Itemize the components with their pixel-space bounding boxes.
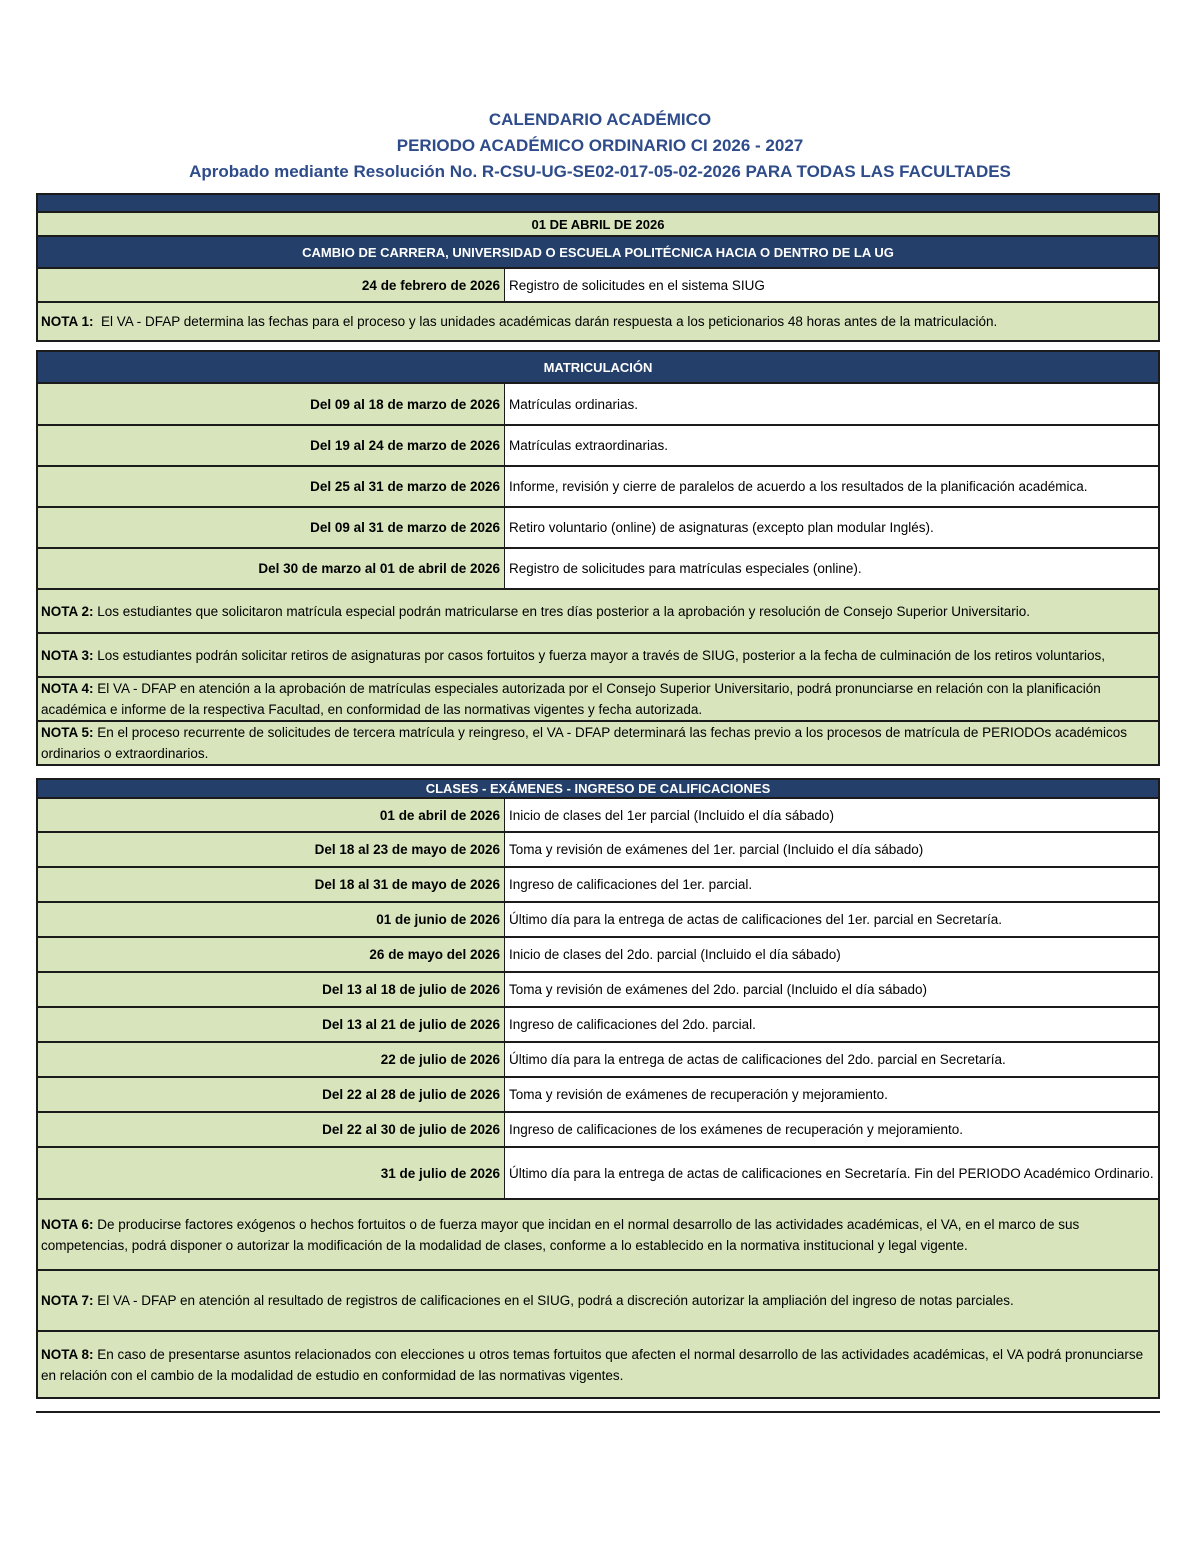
note-1 xyxy=(36,301,1160,342)
row-activity: Último día para la entrega de actas de calificaciones en Secretaría. Fin del PERIODO Académico Ordinario. xyxy=(504,1148,1158,1198)
row-activity: Informe, revisión y cierre de paralelos de acuerdo a los resultados de la planificación académica. xyxy=(504,467,1158,506)
table-row xyxy=(36,797,1160,833)
note-label: NOTA 5: xyxy=(41,725,94,740)
note-2 xyxy=(36,588,1160,634)
row-date: Del 22 al 28 de julio de 2026 xyxy=(38,1078,504,1111)
row-date: Del 25 al 31 de marzo de 2026 xyxy=(38,467,504,506)
note-label: NOTA 4: xyxy=(41,681,94,696)
row-activity: Toma y revisión de exámenes del 2do. parcial (Incluido el día sábado) xyxy=(504,973,1158,1006)
row-date: Del 18 al 23 de mayo de 2026 xyxy=(38,833,504,866)
row-activity: Registro de solicitudes en el sistema SIUG xyxy=(504,269,1158,301)
row-date: Del 13 al 18 de julio de 2026 xyxy=(38,973,504,1006)
note-4 xyxy=(36,676,1160,722)
row-date: 01 de junio de 2026 xyxy=(38,903,504,936)
row-activity: Registro de solicitudes para matrículas especiales (online). xyxy=(504,549,1158,588)
row-date: 01 de abril de 2026 xyxy=(38,799,504,831)
table-row xyxy=(36,547,1160,590)
row-activity: Ingreso de calificaciones del 2do. parcial. xyxy=(504,1008,1158,1041)
row-date: Del 30 de marzo al 01 de abril de 2026 xyxy=(38,549,504,588)
table-row xyxy=(36,382,1160,426)
table-row xyxy=(36,1076,1160,1113)
row-date: Del 22 al 30 de julio de 2026 xyxy=(38,1113,504,1146)
row-date: Del 18 al 31 de mayo de 2026 xyxy=(38,868,504,901)
row-activity: Retiro voluntario (online) de asignaturas (excepto plan modular Inglés). xyxy=(504,508,1158,547)
table-row xyxy=(36,936,1160,973)
row-date: 31 de julio de 2026 xyxy=(38,1148,504,1198)
document-title: CALENDARIO ACADÉMICO xyxy=(488,110,712,129)
row-activity: Último día para la entrega de actas de calificaciones del 2do. parcial en Secretaría. xyxy=(504,1043,1158,1076)
document-period: PERIODO ACADÉMICO ORDINARIO CI 2026 - 2027 xyxy=(396,136,804,155)
table-row xyxy=(36,866,1160,903)
table-row xyxy=(36,267,1160,303)
note-text: El VA - DFAP determina las fechas para el proceso y las unidades académicas darán respuesta a los peticionarios 48 horas antes de la matriculación. xyxy=(93,314,998,329)
row-activity: Matrículas ordinarias. xyxy=(504,384,1158,424)
note-text: De producirse factores exógenos o hechos fortuitos o de fuerza mayor que incidan en el normal desarrollo de las actividades académicas, el VA, en el marco de sus competencias, podrá disponer o autorizar la modificación de la modalidad de clases, conforme a lo establecido en la normativa institucional y legal vigente. xyxy=(41,1216,1084,1253)
section-header-cambio-carrera: CAMBIO DE CARRERA, UNIVERSIDAD O ESCUELA POLITÉCNICA HACIA O DENTRO DE LA UG xyxy=(36,235,1160,269)
section-header-matriculacion: MATRICULACIÓN xyxy=(36,350,1160,384)
note-label: NOTA 8: xyxy=(41,1346,94,1362)
note-7 xyxy=(36,1269,1160,1332)
date-bar: 01 DE ABRIL DE 2026 xyxy=(36,211,1160,237)
top-band xyxy=(36,193,1160,213)
note-label: NOTA 7: xyxy=(41,1293,94,1308)
note-6 xyxy=(36,1198,1160,1271)
table-row xyxy=(36,506,1160,549)
row-date: 22 de julio de 2026 xyxy=(38,1043,504,1076)
note-text: El VA - DFAP en atención al resultado de registros de calificaciones en el SIUG, podrá a discreción autorizar la ampliación del ingreso de notas parciales. xyxy=(93,1293,1014,1308)
table-row xyxy=(36,1041,1160,1078)
row-activity: Matrículas extraordinarias. xyxy=(504,426,1158,465)
bottom-divider xyxy=(36,1411,1160,1413)
row-date: 26 de mayo del 2026 xyxy=(38,938,504,971)
row-date: Del 09 al 31 de marzo de 2026 xyxy=(38,508,504,547)
note-label: NOTA 2: xyxy=(41,603,94,619)
section-header-clases: CLASES - EXÁMENES - INGRESO DE CALIFICACIONES xyxy=(36,778,1160,799)
row-activity: Último día para la entrega de actas de calificaciones del 1er. parcial en Secretaría. xyxy=(504,903,1158,936)
row-date: Del 09 al 18 de marzo de 2026 xyxy=(38,384,504,424)
note-text: En caso de presentarse asuntos relacionados con elecciones u otros temas fortuitos que afecten el normal desarrollo de las actividades académicas, el VA podrá pronunciarse en relación con el cambio de la modalidad de estudio en conformidad de las normativas vigentes. xyxy=(41,1346,1147,1383)
table-row xyxy=(36,831,1160,868)
row-activity: Inicio de clases del 1er parcial (Incluido el día sábado) xyxy=(504,799,1158,831)
note-label: NOTA 1: xyxy=(41,314,94,329)
table-row xyxy=(36,1006,1160,1043)
note-text: Los estudiantes podrán solicitar retiros de asignaturas por casos fortuitos y fuerza mayor a través de SIUG, posterior a la fecha de culminación de los retiros voluntarios, xyxy=(93,647,1105,663)
row-date: Del 13 al 21 de julio de 2026 xyxy=(38,1008,504,1041)
row-activity: Toma y revisión de exámenes del 1er. parcial (Incluido el día sábado) xyxy=(504,833,1158,866)
row-date: 24 de febrero de 2026 xyxy=(38,269,504,301)
row-activity: Inicio de clases del 2do. parcial (Incluido el día sábado) xyxy=(504,938,1158,971)
table-row xyxy=(36,1146,1160,1200)
note-label: NOTA 3: xyxy=(41,647,94,663)
note-text: El VA - DFAP en atención a la aprobación de matrículas especiales autorizada por el Consejo Superior Universitario, podrá pronunciarse en relación con la planificación académica e informe de la respectiva Facultad, en conformidad de las normativas vigentes y fecha autorizada. xyxy=(41,681,1105,717)
note-3 xyxy=(36,632,1160,678)
table-row xyxy=(36,465,1160,508)
table-row xyxy=(36,424,1160,467)
document-resolution: Aprobado mediante Resolución No. R-CSU-UG-SE02-017-05-02-2026 PARA TODAS LAS FACULTADES xyxy=(189,162,1011,181)
row-activity: Toma y revisión de exámenes de recuperación y mejoramiento. xyxy=(504,1078,1158,1111)
table-row xyxy=(36,901,1160,938)
note-label: NOTA 6: xyxy=(41,1216,94,1232)
note-8 xyxy=(36,1330,1160,1399)
note-text: En el proceso recurrente de solicitudes de tercera matrícula y reingreso, el VA - DFAP determinará las fechas previo a los procesos de matrícula de PERIODOs académicos ordinarios o extraordinarios. xyxy=(41,725,1131,761)
note-text: Los estudiantes que solicitaron matrícula especial podrán matricularse en tres días posterior a la aprobación y resolución de Consejo Superior Universitario. xyxy=(93,603,1030,619)
row-activity: Ingreso de calificaciones del 1er. parcial. xyxy=(504,868,1158,901)
table-row xyxy=(36,971,1160,1008)
note-5 xyxy=(36,720,1160,766)
row-date: Del 19 al 24 de marzo de 2026 xyxy=(38,426,504,465)
table-row xyxy=(36,1111,1160,1148)
row-activity: Ingreso de calificaciones de los exámenes de recuperación y mejoramiento. xyxy=(504,1113,1158,1146)
